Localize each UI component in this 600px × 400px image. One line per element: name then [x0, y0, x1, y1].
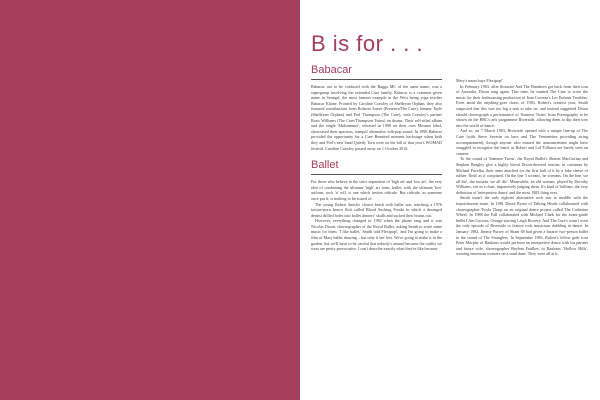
section-heading-ballet: Ballet: [311, 159, 442, 175]
ballet-paragraph: For those who believe in the strict separation of 'high art' and 'low art', the very idea of combining the ultimate 'high' art form, ballet, with the ultimate 'low' artform, rock 'n' roll, is one which invites ridicule. But ridicule, as someone once put it, is nothing to be scared of.: [311, 179, 442, 201]
continued-paragraph: To the sound of 'Siamese Twins', the Royal Ballet's Sharon MacGorian and Stephen Beagley give a highly literal Dixon-directed routine, in costumes by Michael Pavelka, their arms attached for the first half of it by a fake sleeve of rubber 'flesh' as if conjoined. On the line 'I scream', he screams. On the line 'we all die', she mouths 'we all die'. Meanwhile, an old woman, played by Dorothy Williams, sits in a chair, impassively judging them. It's kind of brilliant, the very definition of 'interpretive dance' and the most 1983 thing ever.: [456, 156, 588, 195]
babacar-paragraph: Babacar, not to be confused with the Ragga MC of the same name, was a supergroup involving the extended Cure family. Babacar is a common given name in Senegal, the most famous example in the West being yoga teacher Babacar Khane. Fronted by Caroline Crawley of Shelleyan Orphan, they also featured contributions from Roberto Soave (Presence/The Cure), Jemaur Tayle (Shelleyan Orphan) and Porl Thompson (The Cure), with Crawley's partner Boris Williams (The Cure/Thompson Twins) on drums. Their self-titled album and the single 'Midsummer', released in 1998 on their own Mesmer label, showcased their spacious, tranquil alternative folk-pop sound. In 1996 Babacar provided the opportunity for a Cure Reunited moment backstage when both they and Porl's new band Quietly Torn were on the bill of that year's WOMAD festival. Caroline Crawley passed away on 1 October 2016.: [311, 84, 442, 151]
page-title: B is for . . .: [311, 31, 424, 56]
left-column: [311, 64, 442, 394]
section-heading-babacar: Babacar: [311, 64, 442, 80]
continued-paragraph: Smith wasn't the only eighties alternative rock star to meddle with the terpsichorean muse. In 1981 David Byrne of Talking Heads collaborated with choreographer Twyla Tharp on an original dance project called The Catherine Wheel. In 1988 the Fall collaborated with Michael Clark for the avant-garde ballet I Am Curious, Orange starring Leigh Bowery. And The Cure's wasn't even the only episode of Riverside to feature rock musicians dabbling in dance. In January 1982, Jimmy Pursey of Sham 69 had given a bizarre two-person ballet to the sound of The Stranglers. In September 1983, Robert's fellow goth icon Peter Murphy of Bauhaus would perform an interpretive dance with his partner and future wife, choreographer Beyhan Foulkes, to Bauhaus' 'Hollow Hills', wearing enormous trousers on a sand dune. They were all at it.: [456, 195, 588, 257]
right-column: [456, 78, 588, 396]
continued-paragraph: Mary's mum buys Flexipop!': [456, 78, 504, 83]
ballet-paragraph: The young Robert Smith's closest brush with ballet was watching a 1976 torture-porn horror flick called Blood Sucking Freaks in which a deranged dentist drilled holes into ballet dancers' skulls and sucked their brains out.: [311, 201, 442, 218]
continued-paragraph: And so, on 7 March 1983, Riverside opened with a unique line-up of The Cure (with Steve Severin on bass and The Venomettes providing string accompaniment), though anyone who missed the announcement might have struggled to recognise the band, as Robert and Lol Tolhurst are barely seen on camera.: [456, 128, 588, 156]
book-page: [300, 0, 600, 400]
continued-paragraph: In February 1983, after Siouxsie And The Banshees got back from their tour of Australia, Dixon rang again. This time, he wanted The Cure to score the music for their forthcoming production of Jean Cocteau's Les Enfants Terribles. Even amid the anything-goes chaos of 1983, Robert's craziest year, Smith suspected that this was too big a task to take on, and instead suggested Dixon should choreograph a performance of 'Siamese Twins' from Pornography to be shown on the BBC's arts programme Riverside, allowing them to dip their toes into the world of dance.: [456, 83, 588, 128]
ballet-paragraph: However, everything changed in 1982 when the phone rang and it was Nicolas Dixon, choreographer of the Royal Ballet, asking Smith to write some music for them. 'I like ballet,' Smith told Flexipop!, 'and I'm going to make a film of Mary ballet dancing – but only if her feet. We're going to make it in the garden, but we'll have to be careful that nobody's around because the outfits we wear are pretty provocative. I can't describe exactly what they're like because: [311, 218, 442, 252]
